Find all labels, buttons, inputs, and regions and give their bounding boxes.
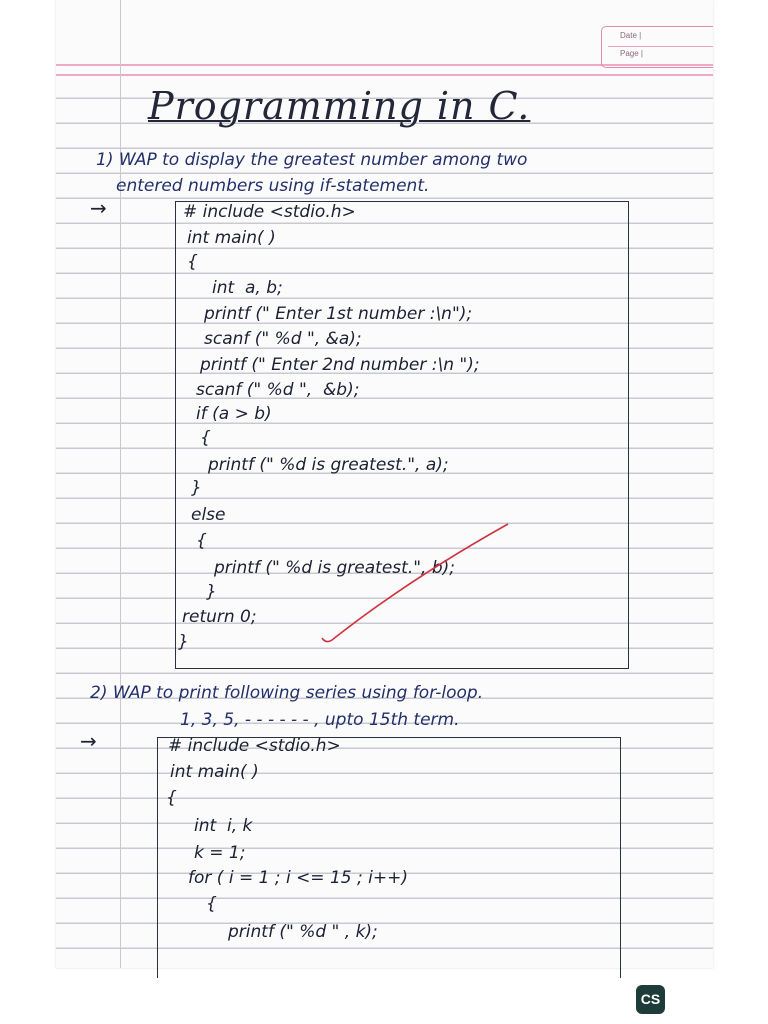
- q2-arrow: →: [80, 729, 97, 753]
- code-line: }: [191, 478, 202, 498]
- code-line: }: [178, 632, 189, 652]
- code-line: for ( i = 1 ; i <= 15 ; i++): [188, 868, 408, 888]
- code-line: }: [206, 582, 217, 602]
- code-line: else: [191, 505, 226, 525]
- code-line: printf (" %d " , k);: [228, 922, 378, 942]
- check-mark-icon: [318, 520, 518, 650]
- date-label: Date: [620, 31, 637, 40]
- code-line: {: [187, 252, 198, 272]
- q1-arrow: →: [90, 196, 107, 220]
- code-line: {: [166, 788, 177, 808]
- code-line: # include <stdio.h>: [168, 736, 341, 756]
- code-line: k = 1;: [194, 843, 246, 863]
- header-pink-line-2: [56, 74, 713, 76]
- code-line: printf (" %d is greatest.", b);: [214, 558, 456, 578]
- code-line: int main( ): [170, 762, 259, 782]
- q2-prompt-line2: 1, 3, 5, - - - - - - , upto 15th term.: [180, 710, 460, 730]
- code-line: int main( ): [187, 228, 276, 248]
- q1-prompt-line1: 1) WAP to display the greatest number among two: [96, 150, 528, 170]
- code-line: printf (" Enter 1st number :\n");: [204, 304, 473, 324]
- camscanner-logo: CS: [636, 985, 665, 1014]
- code-line: int i, k: [194, 816, 253, 836]
- q1-prompt-line2: entered numbers using if-statement.: [116, 176, 430, 196]
- code-line: {: [200, 428, 211, 448]
- margin-line: [120, 0, 121, 968]
- code-line: scanf (" %d ", &a);: [204, 329, 362, 349]
- code-line: {: [196, 531, 207, 551]
- date-page-box: Date | Page |: [601, 26, 713, 68]
- code-line: printf (" %d is greatest.", a);: [208, 455, 449, 475]
- code-line: # include <stdio.h>: [183, 202, 356, 222]
- q2-prompt-line1: 2) WAP to print following series using for-loop.: [90, 683, 484, 703]
- page-title: Programming in C.: [148, 84, 531, 128]
- code-line: int a, b;: [212, 278, 283, 298]
- code-line: if (a > b): [196, 404, 272, 424]
- code-line: scanf (" %d ", &b);: [196, 380, 360, 400]
- code-line: printf (" Enter 2nd number :\n ");: [200, 355, 480, 375]
- code-line: {: [206, 894, 217, 914]
- page-label: Page: [620, 49, 639, 58]
- code-line: return 0;: [182, 607, 257, 627]
